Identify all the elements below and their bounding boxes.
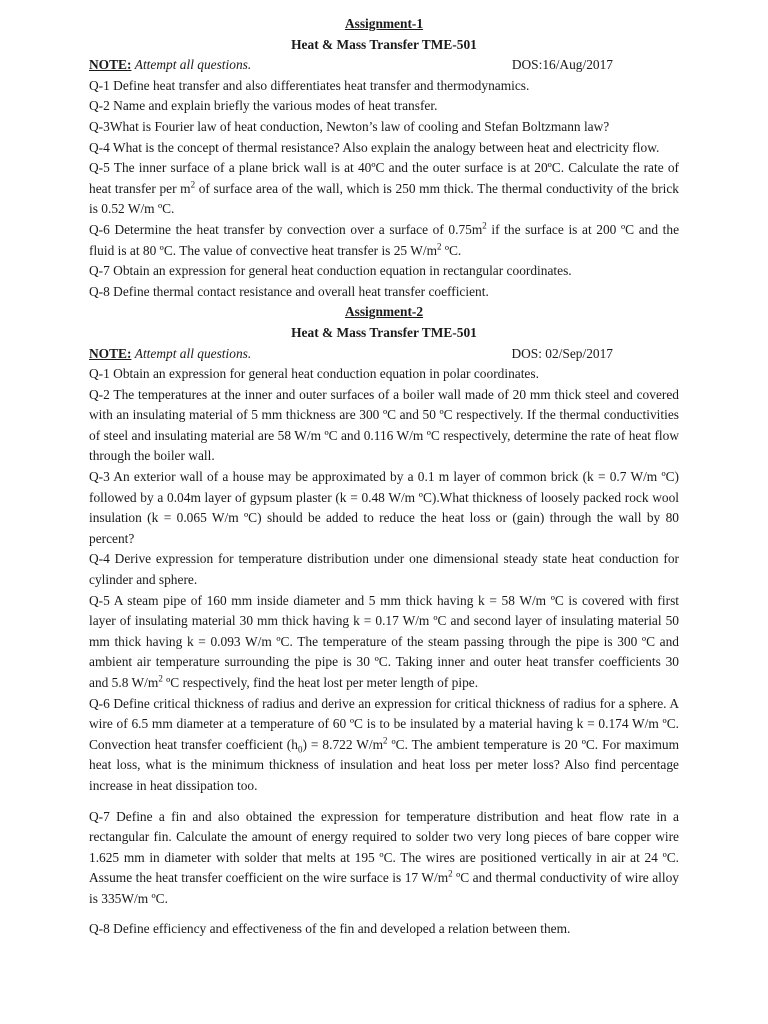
assignment-1-dos: DOS:16/Aug/2017 [511, 57, 613, 73]
note-text: Attempt all questions. [134, 345, 252, 361]
a2-question-2: Q-2 The temperatures at the inner and outer surfaces of a boiler wall made of 20 mm thick steel and covered with an insulating material of 5 mm thickness are 300 ºC and 50 ºC respectively. If the thermal conductivities of steel and insulating material are 58 W/m ºC and 0.116 W/m ºC respectively, determine the rate of heat flow through the boiler wall. [89, 386, 679, 464]
a1-question-8: Q-8 Define thermal contact resistance and overall heat transfer coefficient. [89, 283, 489, 299]
assignment-1-subject: Heat & Mass Transfer TME-501 [291, 36, 477, 52]
a2-question-1: Q-1 Obtain an expression for general heat conduction equation in polar coordinates. [89, 366, 539, 382]
a2-question-6: Q-6 Define critical thickness of radius and derive an expression for critical thickness of radius for a sphere. A wire of 6.5 mm diameter at a temperature of 60 ºC is to be insulated by a material having k = 0.174 W/m ºC. Convection heat transfer coefficient $(h_0) = 8.722$ $W/m^2$ ºC. The ambient temperature is 20 ºC. For maximum heat loss, what is the minimum thickness of insulation and heat loss per meter loss? Also find percentage increase in heat dissipation too. [89, 695, 679, 793]
document-page [89, 14, 679, 939]
note-text: Attempt all questions. [134, 57, 252, 73]
a1-question-6: Q-6 Determine the heat transfer by convection over a surface of $0.75m^2$ if the surface is at 200 ºC and the fluid is at 80 ºC. The value of convective heat transfer is 25 $W/m^2$ ºC. [89, 220, 680, 258]
assignment-2-dos: DOS: 02/Sep/2017 [511, 345, 613, 361]
assignment-1-note-line [89, 55, 679, 76]
note-label: NOTE: [89, 345, 132, 361]
assignment-2-note-line [89, 344, 679, 365]
note-label: NOTE: [89, 57, 132, 73]
assignment-1-note [89, 55, 251, 76]
a1-question-2: Q-2 Name and explain briefly the various modes of heat transfer. [89, 98, 438, 114]
a2-question-8: Q-8 Define efficiency and effectiveness of the fin and developed a relation between them. [89, 920, 571, 936]
a2-question-7: Q-7 Define a fin and also obtained the expression for temperature distribution and heat flow rate in a rectangular fin. Calculate the amount of energy required to solder two very long pieces of bare copper wire 1.625 mm in diameter with solder that melts at 195 ºC. The wires are positioned vertically in air at 24 ºC. Assume the heat transfer coefficient on the wire surface is 17 $W/m^2$ ºC and thermal conductivity of wire alloy is 335W/m ºC. [89, 808, 679, 906]
a2-question-4: Q-4 Derive expression for temperature distribution under one dimensional steady state heat conduction for cylinder and sphere. [89, 551, 679, 588]
assignment-2-subject: Heat & Mass Transfer TME-501 [291, 324, 477, 340]
a1-question-7: Q-7 Obtain an expression for general heat conduction equation in rectangular coordinates. [89, 263, 572, 279]
assignment-2-title: Assignment-2 [344, 304, 424, 320]
a1-question-5: Q-5 The inner surface of a plane brick wall is at 40ºC and the outer surface is at 20ºC. Calculate the rate of heat transfer per $m^2$ of surface area of the wall, which is 250 mm thick. The thermal conductivity of the brick is 0.52 W/m ºC. [89, 160, 679, 217]
a2-question-3: Q-3 An exterior wall of a house may be approximated by a 0.1 m layer of common brick (k = 0.7 W/m ºC) followed by a 0.04m layer of gypsum plaster (k = 0.48 W/m ºC).What thickness of loosely packed rock wool insulation (k = 0.065 W/m ºC) should be added to reduce the heat loss or (gain) through the wall by 80 percent? [89, 469, 679, 546]
a2-question-5: Q-5 A steam pipe of 160 mm inside diameter and 5 mm thick having k = 58 W/m ºC is covered with first layer of insulating material 30 mm thick having k = 0.17 W/m ºC and second layer of insulating material 50 mm thick having k = 0.093 W/m ºC. The temperature of the steam passing through the pipe is 300 ºC and ambient air temperature surrounding the pipe is 30 ºC. Taking inner and outer heat transfer coefficients 30 and 5.8 $W/m^2$ ºC respectively, find the heat lost per meter length of pipe. [89, 592, 679, 690]
a1-question-3: Q-3What is Fourier law of heat conduction, Newton’s law of cooling and Stefan Boltzmann law? [89, 118, 610, 134]
a1-question-1: Q-1 Define heat transfer and also differentiates heat transfer and thermodynamics. [89, 77, 530, 93]
assignment-1-title: Assignment-1 [344, 16, 424, 31]
assignment-2-note [89, 344, 251, 365]
a1-question-4: Q-4 What is the concept of thermal resistance? Also explain the analogy between heat and electricity flow. [89, 139, 660, 155]
